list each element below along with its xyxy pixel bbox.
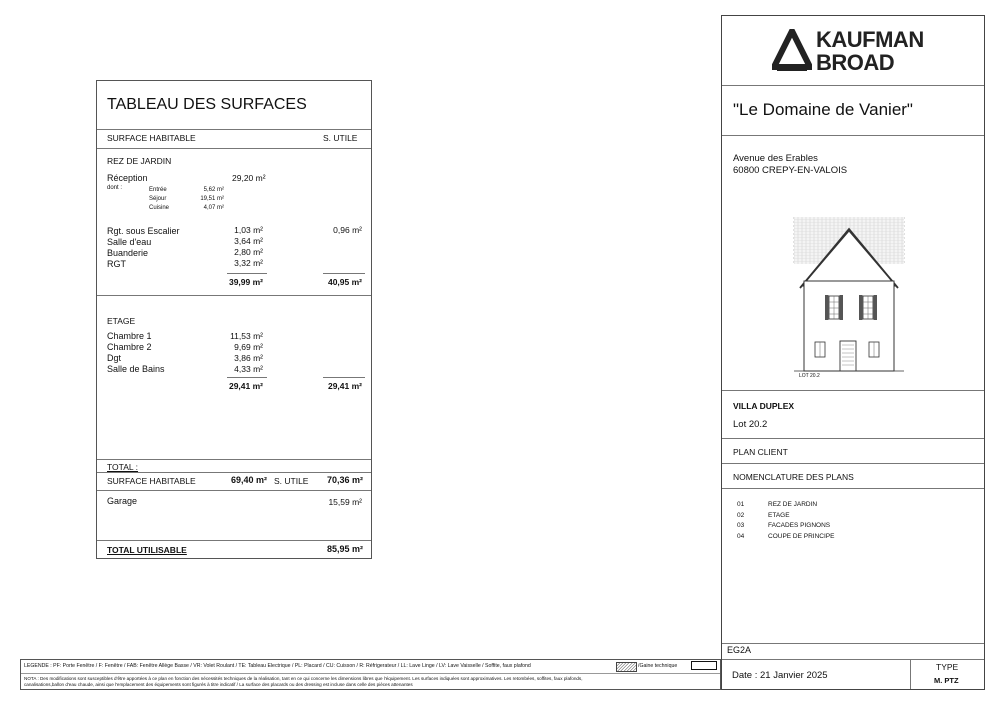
divider: [722, 488, 984, 489]
address-line2: 60800 CREPY-EN-VALOIS: [733, 165, 848, 176]
total-sh-label: SURFACE HABITABLE: [107, 476, 196, 486]
plan-name: FACADES PIGNONS: [768, 522, 831, 529]
rdj-total-utile: 40,95 m²: [327, 277, 362, 287]
divider: [97, 490, 371, 491]
room-value: 3,64 m²: [234, 236, 263, 246]
room-label: Chambre 1: [107, 331, 152, 341]
rdj-total-habitable: 39,99 m²: [228, 277, 263, 287]
etage-heading: ETAGE: [107, 316, 136, 326]
etage-total-habitable: 29,41 m²: [228, 381, 263, 391]
soffite-hatch-icon: [616, 662, 637, 672]
sub-sejour-label: Séjour: [149, 196, 167, 202]
room-value: 1,03 m²: [234, 225, 263, 235]
divider: [97, 129, 371, 130]
room-label: Chambre 2: [107, 342, 152, 352]
subtotal-line: [227, 377, 267, 378]
room-label: Salle de Bains: [107, 364, 165, 374]
divider: [97, 459, 371, 460]
divider: [910, 659, 911, 689]
plan-code: EG2A: [727, 645, 752, 655]
divider: [722, 135, 984, 136]
room-value: 4,33 m²: [234, 364, 263, 374]
etage-total-utile: 29,41 m²: [327, 381, 362, 391]
lot-number: Lot 20.2: [733, 419, 768, 430]
plan-name: ETAGE: [768, 512, 790, 519]
dont-label: dont :: [107, 185, 123, 191]
header-s-utile: S. UTILE: [323, 133, 358, 143]
room-value: 3,32 m²: [234, 258, 263, 268]
total-su-value: 70,36 m²: [326, 475, 363, 485]
address-line1: Avenue des Erables: [733, 153, 818, 164]
cartouche: [721, 15, 985, 690]
reception-value: 29,20 m²: [232, 173, 266, 183]
plan-number: 03: [737, 522, 745, 529]
divider: [97, 295, 371, 296]
gaine-technique-icon: [691, 661, 717, 670]
divider: [722, 463, 984, 464]
divider: [722, 85, 984, 86]
plan-number: 01: [737, 501, 745, 508]
room-label: Dgt: [107, 353, 122, 363]
divider: [722, 659, 984, 660]
divider: [97, 148, 371, 149]
subtotal-line: [323, 377, 365, 378]
room-label: Salle d'eau: [107, 237, 152, 247]
plan-name: COUPE DE PRINCIPE: [768, 533, 835, 540]
surfaces-table: [96, 80, 372, 559]
divider: [21, 673, 720, 674]
facade-drawing: [792, 202, 907, 382]
legend-box: [20, 659, 721, 690]
total-label: TOTAL :: [107, 462, 139, 472]
plan-client: PLAN CLIENT: [733, 447, 788, 457]
total-utilisable-value: 85,95 m²: [326, 544, 363, 554]
divider: [722, 438, 984, 439]
facade-caption: LOT 20.2: [799, 373, 820, 379]
divider: [722, 390, 984, 391]
subtotal-line: [323, 273, 365, 274]
sub-entree-value: 5,62 m²: [203, 187, 224, 193]
room-value: 2,80 m²: [234, 247, 263, 257]
sub-entree-label: Entrée: [149, 187, 167, 193]
room-value: 3,86 m²: [234, 353, 263, 363]
legend-gaine: /Gaine technique: [638, 663, 678, 669]
sub-cuisine-value: 4,07 m²: [203, 205, 224, 211]
villa-type: VILLA DUPLEX: [733, 401, 795, 411]
room-utile: 0,96 m²: [333, 225, 362, 235]
legend-note-line1: NOTA : Des modifications sont susceptibles d'être apportées à ce plan en fonction des nécessités techniques de la réalisation, tant en ce qui concerne les dimensions libres que l'équipement. Les surfaces indiquées sont approximatives. Les retombées, soffites, faux plafonds,: [24, 676, 583, 681]
type-value: M. PTZ: [934, 676, 959, 685]
subtotal-line: [227, 273, 267, 274]
brand-line2: BROAD: [816, 50, 895, 75]
header-surface-habitable: SURFACE HABITABLE: [107, 133, 196, 143]
brand-line1: KAUFMAN: [816, 27, 924, 52]
sub-cuisine-label: Cuisine: [149, 205, 170, 211]
room-value: 9,69 m²: [234, 342, 263, 352]
garage-label: Garage: [107, 496, 138, 506]
total-sh-value: 69,40 m²: [230, 475, 267, 485]
legend-note-line2: canalisations,ballon d'eau chaude, ainsi que l'emplacement des équipements sont figurés à titre indicatif / La surface des placards ou des dressing est incluse dans celle des pièces attenantes: [24, 682, 413, 687]
nomenclature-title: NOMENCLATURE DES PLANS: [733, 472, 854, 482]
plan-number: 04: [737, 533, 745, 540]
rdj-heading: REZ DE JARDIN: [107, 156, 172, 166]
plan-name: REZ DE JARDIN: [768, 501, 818, 508]
reception-label: Réception: [107, 173, 148, 183]
total-su-label: S. UTILE: [274, 476, 309, 486]
total-utilisable-label: TOTAL UTILISABLE: [107, 545, 187, 555]
room-label: Rgt. sous Escalier: [107, 226, 180, 236]
room-label: RGT: [107, 259, 126, 269]
sub-sejour-value: 19,51 m²: [200, 196, 224, 202]
room-value: 11,53 m²: [230, 331, 263, 341]
divider: [97, 472, 371, 473]
surfaces-title: TABLEAU DES SURFACES: [107, 96, 307, 113]
divider: [97, 540, 371, 541]
legend-text: LEGENDE : PF: Porte Fenêtre / F: Fenêtre / FAB: Fenêtre Allège Basse / VR: Volet Roulant / TE: Tableau Electrique / PL: Placard / CU: Cuisson / R: Réfrigerateur / LL: Lave Linge / LV: Lave Vaisselle / Soffite, faux plafond: [24, 663, 531, 669]
type-label: TYPE: [936, 662, 959, 672]
plan-date: Date : 21 Janvier 2025: [732, 670, 828, 681]
garage-value: 15,59 m²: [328, 497, 362, 507]
kaufman-broad-logo-icon: [772, 29, 812, 71]
room-label: Buanderie: [107, 248, 149, 258]
project-name: "Le Domaine de Vanier": [733, 100, 913, 119]
plan-number: 02: [737, 512, 745, 519]
divider: [722, 643, 984, 644]
